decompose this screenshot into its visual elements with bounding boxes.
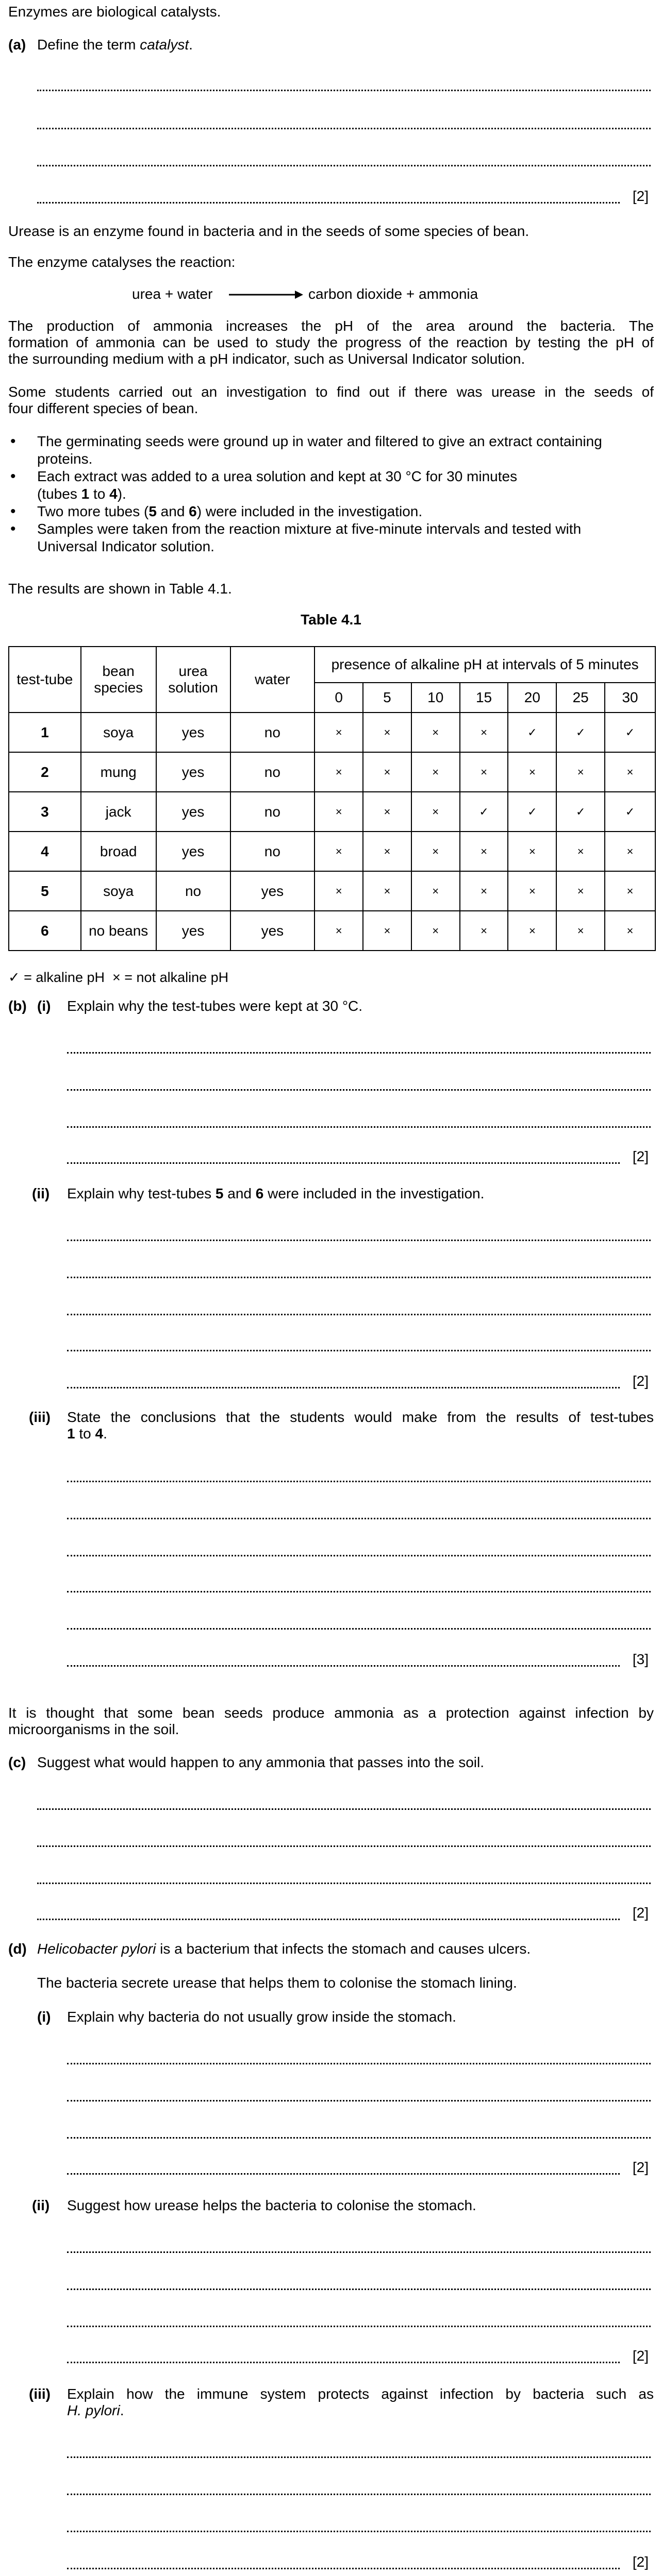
answer-line[interactable] [37,1919,620,1920]
marks-d-ii: [2] [632,2348,649,2364]
cross-icon: × [363,871,411,911]
marks-c: [2] [632,1905,649,1921]
key-tick-text: = alkaline pH [20,970,112,985]
answer-line[interactable] [67,2251,651,2253]
question-b-ii-text-pre: Explain why test-tubes [67,1185,216,1201]
investigation-para-line: four different species of bean. [8,400,198,416]
answer-line[interactable] [67,1591,651,1592]
table-row [9,832,655,871]
question-b-ii-text [67,1185,484,1202]
header-time: 10 [411,683,460,713]
cell-test-tube: 2 [9,752,81,792]
answer-line[interactable] [67,1052,651,1054]
tick-icon: ✓ [556,792,605,832]
marks-b-ii: [2] [632,1373,649,1389]
answer-line[interactable] [67,2326,651,2327]
cell-bean-species: no beans [81,911,156,951]
investigation-para-line: Some students carried out an investigation to find out if there was urease in the seeds of [8,384,654,400]
answer-line[interactable] [37,90,651,91]
table-row [9,752,655,792]
cross-icon: × [315,832,363,871]
question-c-label: (c) [8,1754,26,1770]
table-row [9,792,655,832]
question-a-text [37,36,193,54]
cell-water: no [230,752,315,792]
bullet-tube-number: 1 [81,486,90,502]
tube-number: 1 [67,1426,75,1442]
question-c-text: Suggest what would happen to any ammonia that passes into the soil. [37,1754,484,1770]
cell-test-tube: 6 [9,911,81,951]
cross-icon: × [411,832,460,871]
answer-line[interactable] [67,2494,651,2495]
cross-icon: × [605,871,655,911]
question-d-i-label: (i) [37,2009,51,2025]
question-b-iii-text-post: . [103,1426,107,1442]
answer-line[interactable] [67,1277,651,1278]
cell-test-tube: 5 [9,871,81,911]
results-body [9,713,655,951]
tube-number: 5 [215,1185,224,1201]
bullet-text: to [89,486,110,502]
question-d-label: (d) [8,1941,27,1957]
question-a-term: catalyst [140,37,189,53]
cross-icon: × [605,911,655,951]
marks-a: [2] [632,188,649,204]
question-d-ii-label: (ii) [32,2197,50,2213]
ammonia-para-line: The production of ammonia increases the pH of the area around the bacteria. The [8,318,654,334]
tick-icon: ✓ [8,970,20,985]
answer-line[interactable] [67,2568,620,2569]
cross-icon: × [556,911,605,951]
cross-icon: × [411,871,460,911]
key-cross-text: = not alkaline pH [120,970,229,985]
cell-urea-solution: yes [156,911,230,951]
answer-line[interactable] [67,2531,651,2532]
cross-icon: × [363,713,411,752]
question-b-label: (b) [8,998,27,1014]
tick-icon: ✓ [508,792,556,832]
tick-icon: ✓ [508,713,556,752]
ammonia-para-line: the surrounding medium with a pH indicator, such as Universal Indicator solution. [8,351,525,367]
question-d-iii-label: (iii) [29,2386,51,2402]
header-test-tube: test-tube [9,647,81,713]
cross-icon: × [460,752,508,792]
answer-line[interactable] [67,2289,651,2290]
answer-line[interactable] [67,2362,620,2363]
bullet-tube-number: 6 [189,503,197,519]
cell-urea-solution: no [156,871,230,911]
protection-para-line: microorganisms in the soil. [8,1721,179,1737]
answer-line[interactable] [67,1162,620,1164]
reaction-intro: The enzyme catalyses the reaction: [8,254,236,270]
cross-icon: × [460,911,508,951]
header-time: 30 [605,683,655,713]
bullet-tube-number: 4 [109,486,118,502]
answer-line[interactable] [67,1481,651,1482]
question-d-ii-text: Suggest how urease helps the bacteria to colonise the stomach. [67,2197,476,2213]
question-d-text [37,1940,531,1958]
answer-line[interactable] [37,1883,651,1884]
question-a-text-post: . [189,37,193,53]
protection-para-line: It is thought that some bean seeds produce ammonia as a protection against infection by [8,1705,654,1721]
question-a-text-pre: Define the term [37,37,140,53]
answer-line[interactable] [67,1518,651,1519]
cross-icon: × [508,832,556,871]
bullet-text: proteins. [37,451,93,467]
cross-icon: × [605,752,655,792]
cross-icon: × [508,752,556,792]
method-bullet [8,520,654,555]
header-bean-species: bean species [81,647,156,713]
cross-icon: × [556,752,605,792]
answer-line[interactable] [67,1387,620,1388]
header-urea-solution: urea solution [156,647,230,713]
question-b-ii-text-mid: and [223,1185,256,1201]
answer-line[interactable] [67,1240,651,1241]
answer-line[interactable] [37,128,651,129]
question-a-label: (a) [8,37,26,53]
ammonia-para-line: formation of ammonia can be used to study the progress of the reaction by testing the pH of [8,334,654,350]
bullet-text: Two more tubes ( [37,503,149,519]
cell-urea-solution: yes [156,832,230,871]
table-row [9,713,655,752]
cross-icon: × [460,871,508,911]
question-d-iii-text-post: . [120,2402,124,2418]
question-b-iii-text: State the conclusions that the students would make from the results of test-tubes [67,1409,654,1425]
tube-number: 4 [95,1426,104,1442]
header-time: 5 [363,683,411,713]
cross-icon: × [315,871,363,911]
answer-line[interactable] [67,1126,651,1128]
species-name: Helicobacter pylori [37,1941,156,1957]
question-b-ii-text-post: were included in the investigation. [263,1185,485,1201]
cell-bean-species: soya [81,871,156,911]
method-bullet [8,433,654,468]
intro-text: Enzymes are biological catalysts. [8,4,221,20]
cell-bean-species: soya [81,713,156,752]
answer-line[interactable] [67,1350,651,1351]
answer-line[interactable] [37,165,651,166]
table-row [9,871,655,911]
answer-line[interactable] [67,2456,651,2458]
tick-icon: ✓ [605,713,655,752]
cell-urea-solution: yes [156,713,230,752]
table-caption: Table 4.1 [301,612,361,628]
header-time: 25 [556,683,605,713]
cross-icon: × [460,832,508,871]
cell-bean-species: jack [81,792,156,832]
cell-water: yes [230,911,315,951]
bullet-text: The germinating seeds were ground up in water and filtered to give an extract containing [37,433,602,449]
cell-urea-solution: yes [156,792,230,832]
question-d-iii-text: Explain how the immune system protects against infection by bacteria such as [67,2386,654,2402]
header-time: 0 [315,683,363,713]
cell-test-tube: 4 [9,832,81,871]
cell-urea-solution: yes [156,752,230,792]
bullet-text: Samples were taken from the reaction mixture at five-minute intervals and tested with [37,521,582,537]
tube-number: 6 [255,1185,264,1201]
cross-icon: × [460,713,508,752]
reaction-reactants: urea + water [132,286,213,302]
reaction-products: carbon dioxide + ammonia [308,286,478,302]
cross-icon: × [411,911,460,951]
tick-icon: ✓ [605,792,655,832]
question-b-iii-text-mid: to [75,1426,95,1442]
table-row [9,911,655,951]
cross-icon: × [411,713,460,752]
header-water: water [230,647,315,713]
cross-icon: × [411,752,460,792]
question-b-i-text: Explain why the test-tubes were kept at 30 °C. [67,998,363,1014]
marks-b-i: [2] [632,1148,649,1164]
question-d-i-text: Explain why bacteria do not usually grow inside the stomach. [67,2009,456,2025]
cross-icon: × [315,752,363,792]
table-key [8,969,228,986]
cross-icon: × [508,871,556,911]
marks-d-i: [2] [632,2159,649,2175]
tick-icon: ✓ [556,713,605,752]
answer-line[interactable] [67,2063,651,2064]
question-b-iii-text-2 [67,1425,107,1443]
cell-water: no [230,832,315,871]
cell-test-tube: 1 [9,713,81,752]
cross-icon: × [411,792,460,832]
question-d-secrete: The bacteria secrete urease that helps them to colonise the stomach lining. [37,1975,517,1991]
answer-line[interactable] [67,1555,651,1556]
cross-icon: × [363,752,411,792]
question-b-ii-label: (ii) [32,1185,50,1201]
header-time: 15 [460,683,508,713]
cross-icon: × [315,911,363,951]
cell-water: no [230,713,315,752]
cell-bean-species: broad [81,832,156,871]
results-table [8,646,656,951]
species-abbrev: H. pylori [67,2402,120,2418]
answer-line[interactable] [67,2137,651,2139]
tick-icon: ✓ [460,792,508,832]
urease-intro: Urease is an enzyme found in bacteria and in the seeds of some species of bean. [8,223,529,239]
cross-icon: × [363,792,411,832]
bullet-tube-number: 5 [148,503,157,519]
method-bullet-list [8,433,654,555]
bullet-text: (tubes [37,486,81,502]
cross-icon: × [556,871,605,911]
answer-line[interactable] [37,1808,651,1810]
question-b-iii-label: (iii) [29,1409,51,1425]
marks-d-iii: [2] [632,2554,649,2570]
cross-icon: × [363,832,411,871]
answer-line[interactable] [67,2173,620,2175]
answer-line[interactable] [67,1628,651,1630]
question-d-iii-text-2 [67,2402,124,2419]
question-b-i-label: (i) [37,998,51,1014]
answer-line[interactable] [37,1845,651,1847]
answer-line[interactable] [67,1314,651,1315]
cross-icon: × [112,970,121,985]
answer-line[interactable] [67,1665,620,1667]
cross-icon: × [556,832,605,871]
cell-test-tube: 3 [9,792,81,832]
header-time: 20 [508,683,556,713]
answer-line[interactable] [67,2100,651,2102]
answer-line[interactable] [67,1089,651,1091]
cross-icon: × [605,832,655,871]
bullet-text: Each extract was added to a urea solution and kept at 30 °C for 30 minutes [37,468,518,484]
answer-line[interactable] [37,202,620,204]
cell-water: no [230,792,315,832]
cell-water: yes [230,871,315,911]
bullet-text: ) were included in the investigation. [196,503,423,519]
method-bullet [8,503,654,520]
bullet-text: Universal Indicator solution. [37,538,214,554]
cross-icon: × [508,911,556,951]
header-presence: presence of alkaline pH at intervals of 5 minutes [315,647,655,683]
question-d-text-rest: is a bacterium that infects the stomach and causes ulcers. [156,1941,531,1957]
method-bullet [8,468,654,503]
cross-icon: × [363,911,411,951]
bullet-text: and [156,503,189,519]
cross-icon: × [315,713,363,752]
results-shown-text: The results are shown in Table 4.1. [8,581,232,597]
cross-icon: × [315,792,363,832]
marks-b-iii: [3] [632,1651,649,1667]
bullet-text: ). [117,486,126,502]
cell-bean-species: mung [81,752,156,792]
reaction-arrow-icon [227,290,304,300]
